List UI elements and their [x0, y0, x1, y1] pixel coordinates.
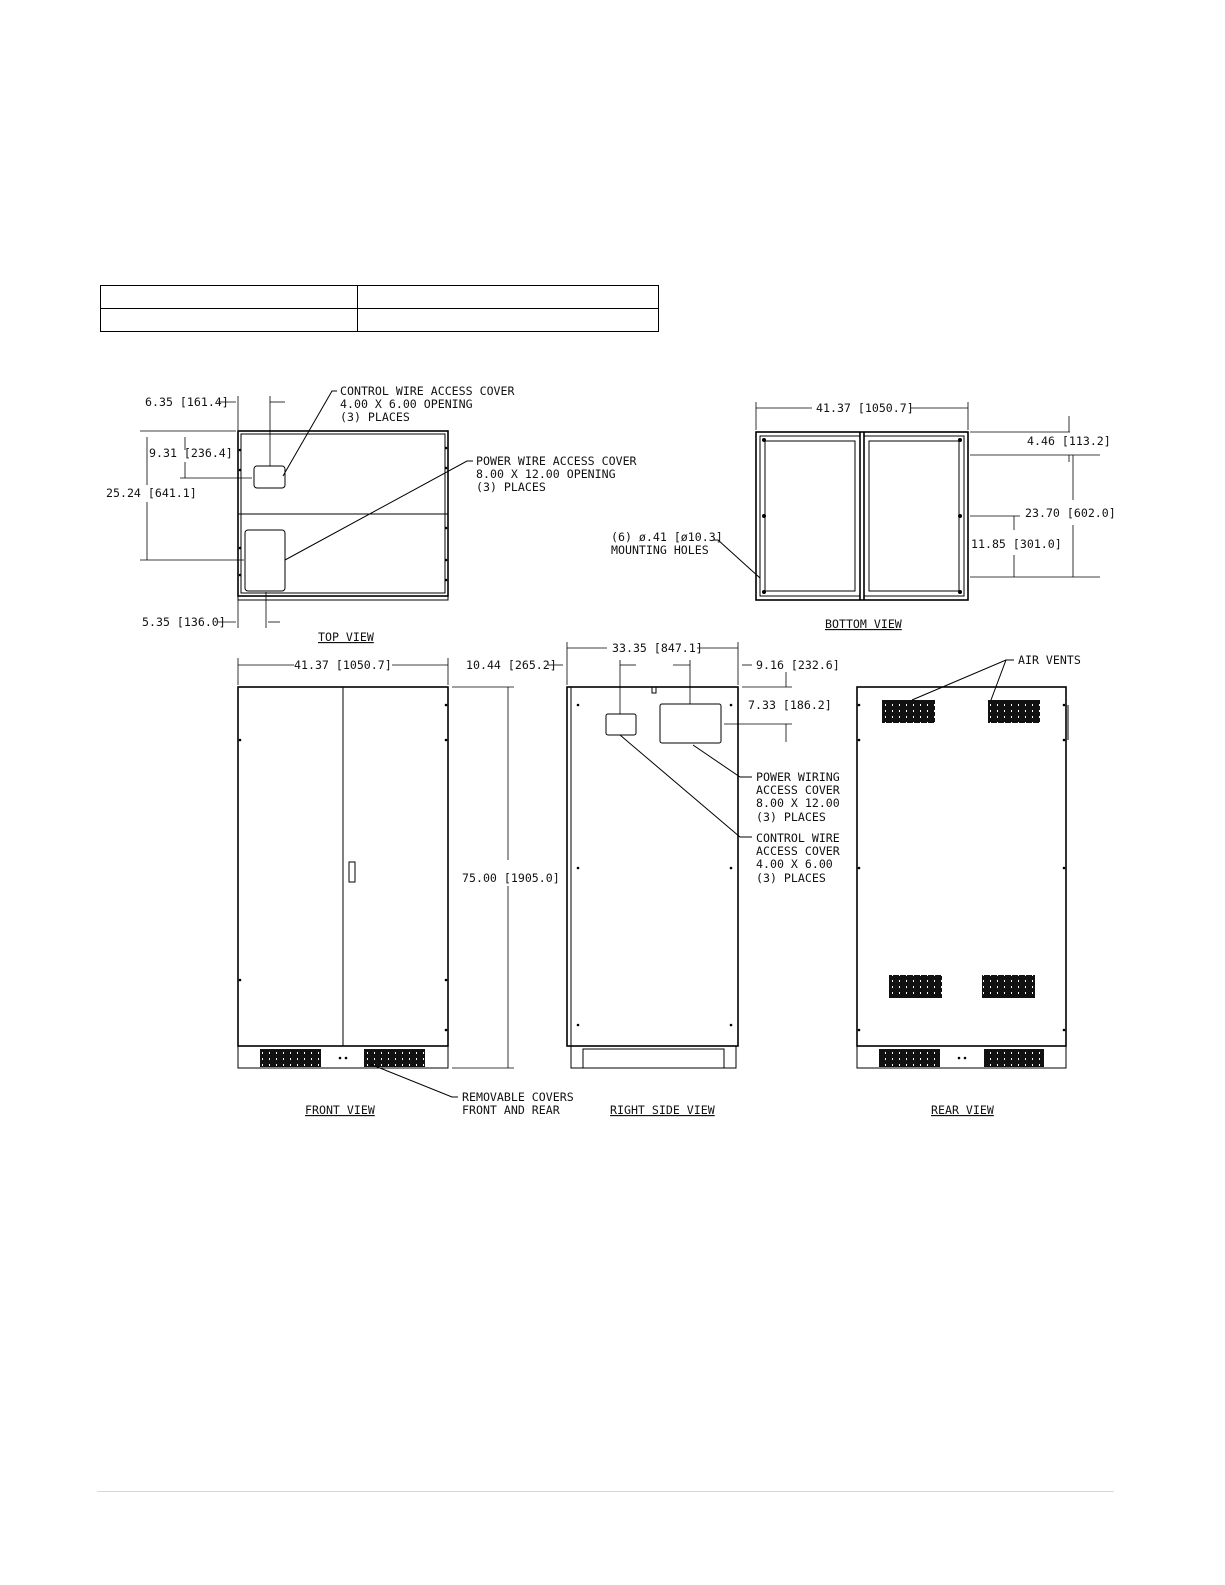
rear-lower-right-vent — [982, 975, 1035, 998]
top-view-caption: TOP VIEW — [318, 630, 374, 644]
dim-front-width: 41.37 [1050.7] — [294, 658, 392, 672]
rear-view — [857, 653, 1081, 1117]
rear-base-right-vent — [984, 1049, 1044, 1067]
power-wiring-note-line1: POWER WIRING — [756, 770, 840, 784]
front-left-vent — [260, 1049, 321, 1067]
control-wire-note-line2: 4.00 X 6.00 OPENING — [340, 397, 473, 411]
covers-note-line1: REMOVABLE COVERS — [462, 1090, 574, 1104]
bottom-view — [611, 401, 1116, 631]
dim-bottom-half: 11.85 [301.0] — [971, 537, 1062, 551]
power-wiring-note-line3: 8.00 X 12.00 — [756, 796, 840, 810]
dim-bottom-width: 41.37 [1050.7] — [816, 401, 914, 415]
rear-upper-left-vent — [882, 700, 935, 723]
bottom-right-opening — [869, 441, 959, 591]
control-wire-side-note-line3: 4.00 X 6.00 — [756, 857, 833, 871]
rear-lower-left-vent — [889, 975, 942, 998]
power-wire-note-line1: POWER WIRE ACCESS COVER — [476, 454, 637, 468]
control-wire-note-line1: CONTROL WIRE ACCESS COVER — [340, 384, 515, 398]
dim-front-offset: 10.44 [265.2] — [466, 658, 557, 672]
rear-base-left-vent — [879, 1049, 940, 1067]
bottom-left-opening — [765, 441, 855, 591]
dim-rear-offset: 9.16 [232.6] — [756, 658, 840, 672]
holes-note-line1: (6) ø.41 [ø10.3] — [611, 530, 723, 544]
holes-note-line2: MOUNTING HOLES — [611, 543, 709, 557]
door-handle — [349, 862, 355, 882]
control-wire-cover — [254, 466, 285, 488]
bottom-view-outline — [756, 432, 968, 600]
front-view — [238, 658, 574, 1117]
control-wire-note-line3: (3) PLACES — [340, 410, 410, 424]
covers-note-line2: FRONT AND REAR — [462, 1103, 560, 1117]
control-wire-side-note-line2: ACCESS COVER — [756, 844, 840, 858]
rear-upper-right-vent — [988, 700, 1040, 723]
power-wire-note-line2: 8.00 X 12.00 OPENING — [476, 467, 616, 481]
dim-top-offset: 7.33 [186.2] — [748, 698, 832, 712]
bottom-view-caption: BOTTOM VIEW — [825, 617, 902, 631]
control-wire-side-note-line1: CONTROL WIRE — [756, 831, 840, 845]
dim-front-height: 75.00 [1905.0] — [462, 871, 560, 885]
dim-side-depth: 33.35 [847.1] — [612, 641, 703, 655]
front-right-vent — [364, 1049, 425, 1067]
air-vents-note: AIR VENTS — [1018, 653, 1081, 667]
dim-cover-offset: 9.31 [236.4] — [149, 446, 233, 460]
top-view — [106, 384, 637, 644]
dim-depth: 25.24 [641.1] — [106, 486, 197, 500]
dim-left-offset: 6.35 [161.4] — [145, 395, 229, 409]
right-side-view-caption: RIGHT SIDE VIEW — [610, 1103, 715, 1117]
power-wiring-note-line4: (3) PLACES — [756, 810, 826, 824]
footer-divider — [97, 1491, 1114, 1492]
side-control-cover — [606, 714, 636, 735]
rear-view-caption: REAR VIEW — [931, 1103, 994, 1117]
control-wire-side-note-line4: (3) PLACES — [756, 871, 826, 885]
power-wire-cover — [245, 530, 285, 591]
dim-bottom-span: 23.70 [602.0] — [1025, 506, 1116, 520]
power-wire-note-line3: (3) PLACES — [476, 480, 546, 494]
dim-bottom-offset: 5.35 [136.0] — [142, 615, 226, 629]
front-view-caption: FRONT VIEW — [305, 1103, 375, 1117]
right-side-outline — [567, 687, 738, 1046]
dim-bottom-edge: 4.46 [113.2] — [1027, 434, 1111, 448]
side-power-cover — [660, 704, 721, 743]
power-wiring-note-line2: ACCESS COVER — [756, 783, 840, 797]
